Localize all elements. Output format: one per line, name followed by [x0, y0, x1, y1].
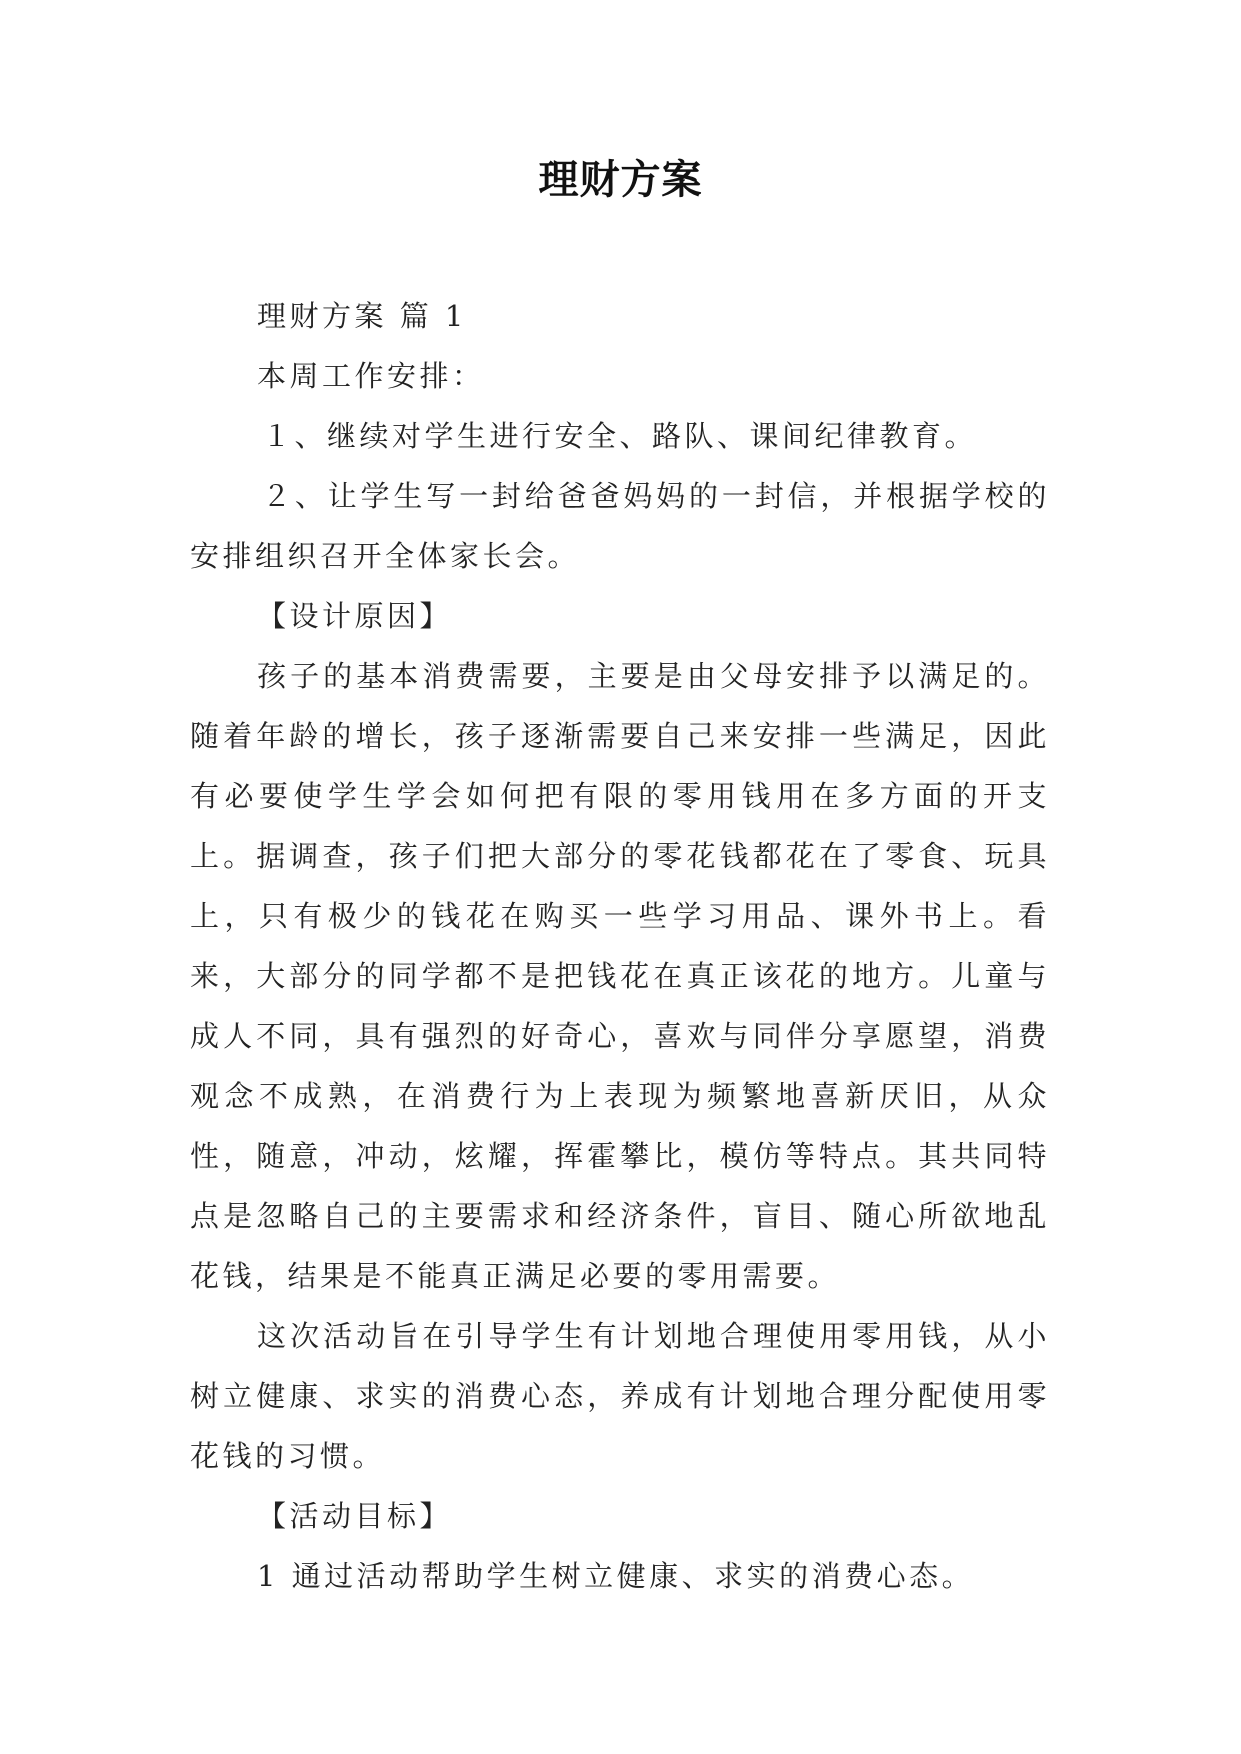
section-heading: 理财方案 篇 1 [257, 299, 467, 333]
paragraph: 1 通过活动帮助学生树立健康、求实的消费心态。 [257, 1559, 975, 1593]
list-item: ２、让学生写一封给爸爸妈妈的一封信，并根据学校的安排组织召开全体家长会。 [190, 479, 1050, 573]
document-body [190, 286, 1050, 1606]
subsection-heading: 【活动目标】 [257, 1499, 453, 1533]
document-title: 理财方案 [538, 156, 703, 203]
paragraph: 孩子的基本消费需要，主要是由父母安排予以满足的。随着年龄的增长，孩子逐渐需要自己来安排一些满足，因此有必要使学生学会如何把有限的零用钱用在多方面的开支上。据调查，孩子们把大部分的零花钱都花在了零食、玩具上，只有极少的钱花在购买一些学习用品、课外书上。看来，大部分的同学都不是把钱花在真正该花的地方。儿童与成人不同，具有强烈的好奇心，喜欢与同伴分享愿望，消费观念不成熟，在消费行为上表现为频繁地喜新厌旧，从众性，随意，冲动，炫耀，挥霍攀比，模仿等特点。其共同特点是忽略自己的主要需求和经济条件，盲目、随心所欲地乱花钱，结果是不能真正满足必要的零用需要。 [190, 659, 1050, 1293]
subsection-heading: 【设计原因】 [257, 599, 453, 633]
paragraph: 这次活动旨在引导学生有计划地合理使用零用钱，从小树立健康、求实的消费心态，养成有计划地合理分配使用零花钱的习惯。 [190, 1319, 1050, 1473]
list-item: １、继续对学生进行安全、路队、课间纪律教育。 [262, 419, 978, 453]
paragraph: 本周工作安排： [257, 359, 485, 393]
